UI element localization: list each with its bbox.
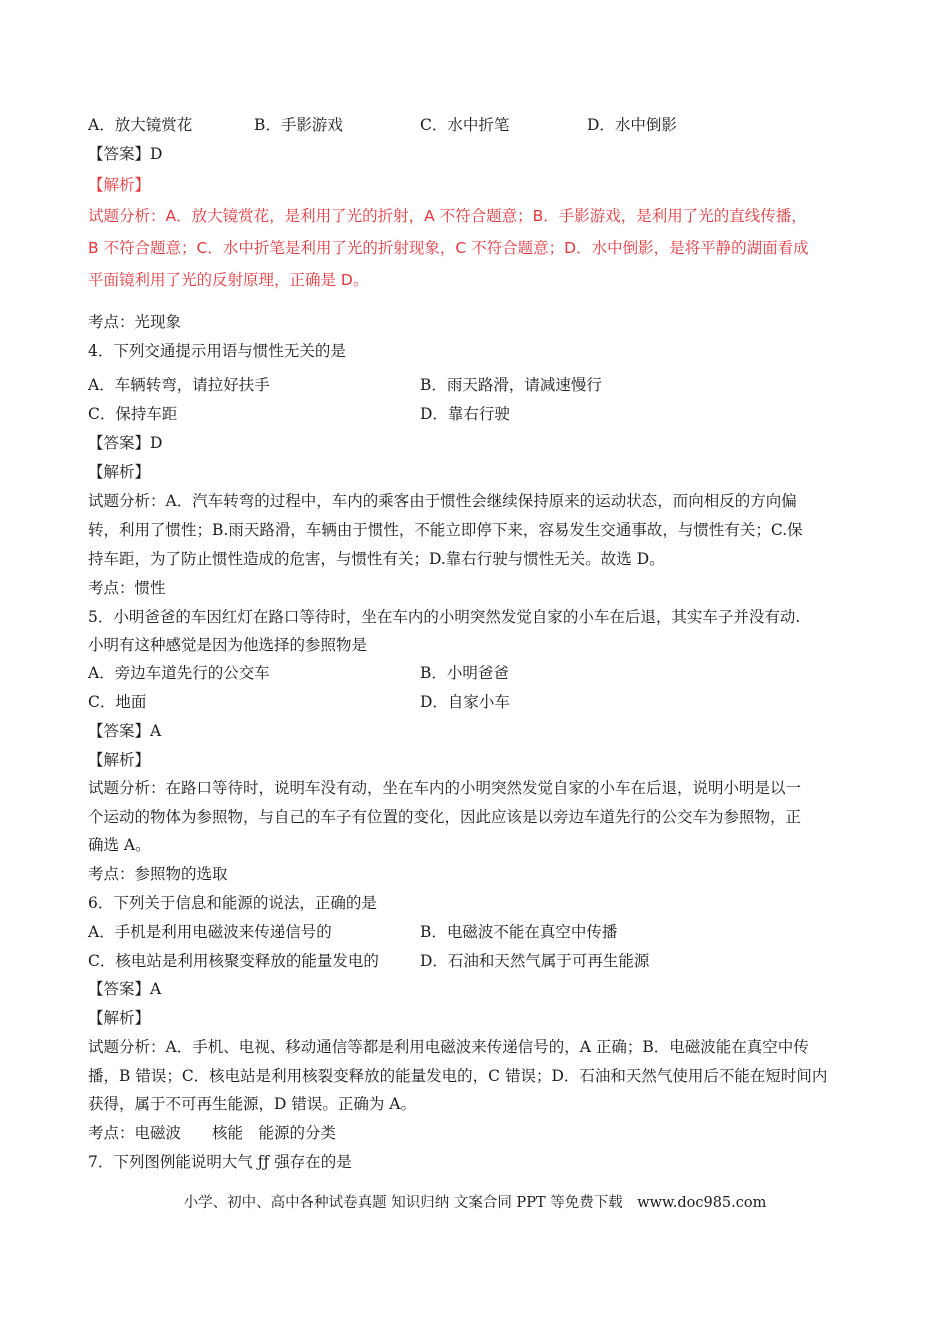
q3-analysis-line-2: B 不符合题意；C．水中折笔是利用了光的折射现象，C 不符合题意；D．水中倒影，是将平静的湖面看成 <box>88 239 809 257</box>
q6-answer: 【答案】A <box>88 980 162 998</box>
q6-option-a: A．手机是利用电磁波来传递信号的 <box>88 923 332 941</box>
q6-analysis-line-3: 获得，属于不可再生能源，D 错误。正确为 A。 <box>88 1095 416 1113</box>
q6-stem: 6．下列关于信息和能源的说法，正确的是 <box>88 894 377 912</box>
q5-option-a: A．旁边车道先行的公交车 <box>88 664 270 682</box>
q3-option-b: B．手影游戏 <box>254 116 343 134</box>
q4-option-b: B．雨天路滑，请减速慢行 <box>420 376 602 394</box>
q3-analysis-label: 【解析】 <box>88 176 151 194</box>
q5-answer: 【答案】A <box>88 722 162 740</box>
q3-option-d: D．水中倒影 <box>587 116 677 134</box>
q5-analysis-line-1: 试题分析：在路口等待时，说明车没有动，坐在车内的小明突然发觉自家的小车在后退，说明小明是以一 <box>88 779 802 797</box>
q5-stem-line-1: 5．小明爸爸的车因红灯在路口等待时，坐在车内的小明突然发觉自家的小车在后退，其实车子并没有动. <box>88 608 801 626</box>
q3-answer: 【答案】D <box>88 145 163 163</box>
q6-analysis-label: 【解析】 <box>88 1009 151 1027</box>
q5-analysis-label: 【解析】 <box>88 751 151 769</box>
q4-stem: 4．下列交通提示用语与惯性无关的是 <box>88 342 346 360</box>
q5-option-d: D．自家小车 <box>420 693 510 711</box>
q4-option-c: C．保持车距 <box>88 405 178 423</box>
q4-analysis-line-3: 持车距，为了防止惯性造成的危害，与惯性有关；D.靠右行驶与惯性无关。故选 D。 <box>88 550 665 568</box>
q5-point: 考点：参照物的选取 <box>88 865 228 883</box>
q3-point: 考点：光现象 <box>88 313 182 331</box>
q4-analysis-line-1: 试题分析：A．汽车转弯的过程中，车内的乘客由于惯性会继续保持原来的运动状态，而向相反的方向偏 <box>88 492 797 510</box>
q3-analysis-line-1: 试题分析：A．放大镜赏花，是利用了光的折射，A 不符合题意；B．手影游戏，是利用了光的直线传播， <box>88 207 807 225</box>
q4-answer: 【答案】D <box>88 434 163 452</box>
q3-analysis-line-3: 平面镜利用了光的反射原理，正确是 D。 <box>88 271 369 289</box>
q4-option-a: A．车辆转弯，请拉好扶手 <box>88 376 270 394</box>
q5-stem-line-2: 小明有这种感觉是因为他选择的参照物是 <box>88 636 368 654</box>
q6-analysis-line-1: 试题分析：A．手机、电视、移动通信等都是利用电磁波来传递信号的，A 正确；B．电磁波能在真空中传 <box>88 1038 809 1056</box>
q6-analysis-line-2: 播，B 错误；C．核电站是利用核裂变释放的能量发电的，C 错误；D．石油和天然气使用后不能在短时间内 <box>88 1067 828 1085</box>
q3-option-c: C．水中折笔 <box>420 116 510 134</box>
q4-point: 考点：惯性 <box>88 579 166 597</box>
q7-stem: 7．下列图例能说明大气 ƒƒ 强存在的是 <box>88 1153 352 1171</box>
q5-analysis-line-2: 个运动的物体为参照物，与自己的车子有位置的变化，因此应该是以旁边车道先行的公交车为参照物，正 <box>88 808 802 826</box>
q5-option-c: C．地面 <box>88 693 147 711</box>
q6-point: 考点：电磁波 核能 能源的分类 <box>88 1124 337 1142</box>
q6-option-c: C．核电站是利用核聚变释放的能量发电的 <box>88 952 379 970</box>
q6-option-b: B．电磁波不能在真空中传播 <box>420 923 618 941</box>
q5-option-b: B．小明爸爸 <box>420 664 509 682</box>
q5-analysis-line-3: 确选 A。 <box>88 836 151 854</box>
q6-option-d: D．石油和天然气属于可再生能源 <box>420 952 650 970</box>
q3-option-a: A．放大镜赏花 <box>88 116 193 134</box>
q4-analysis-label: 【解析】 <box>88 463 151 481</box>
q4-analysis-line-2: 转，利用了惯性；B.雨天路滑，车辆由于惯性，不能立即停下来，容易发生交通事故，与惯性有关；C.保 <box>88 521 803 539</box>
page-footer[interactable]: 小学、初中、高中各种试卷真题 知识归纳 文案合同 PPT 等免费下载 www.doc985.com <box>183 1195 767 1211</box>
q4-option-d: D．靠右行驶 <box>420 405 510 423</box>
